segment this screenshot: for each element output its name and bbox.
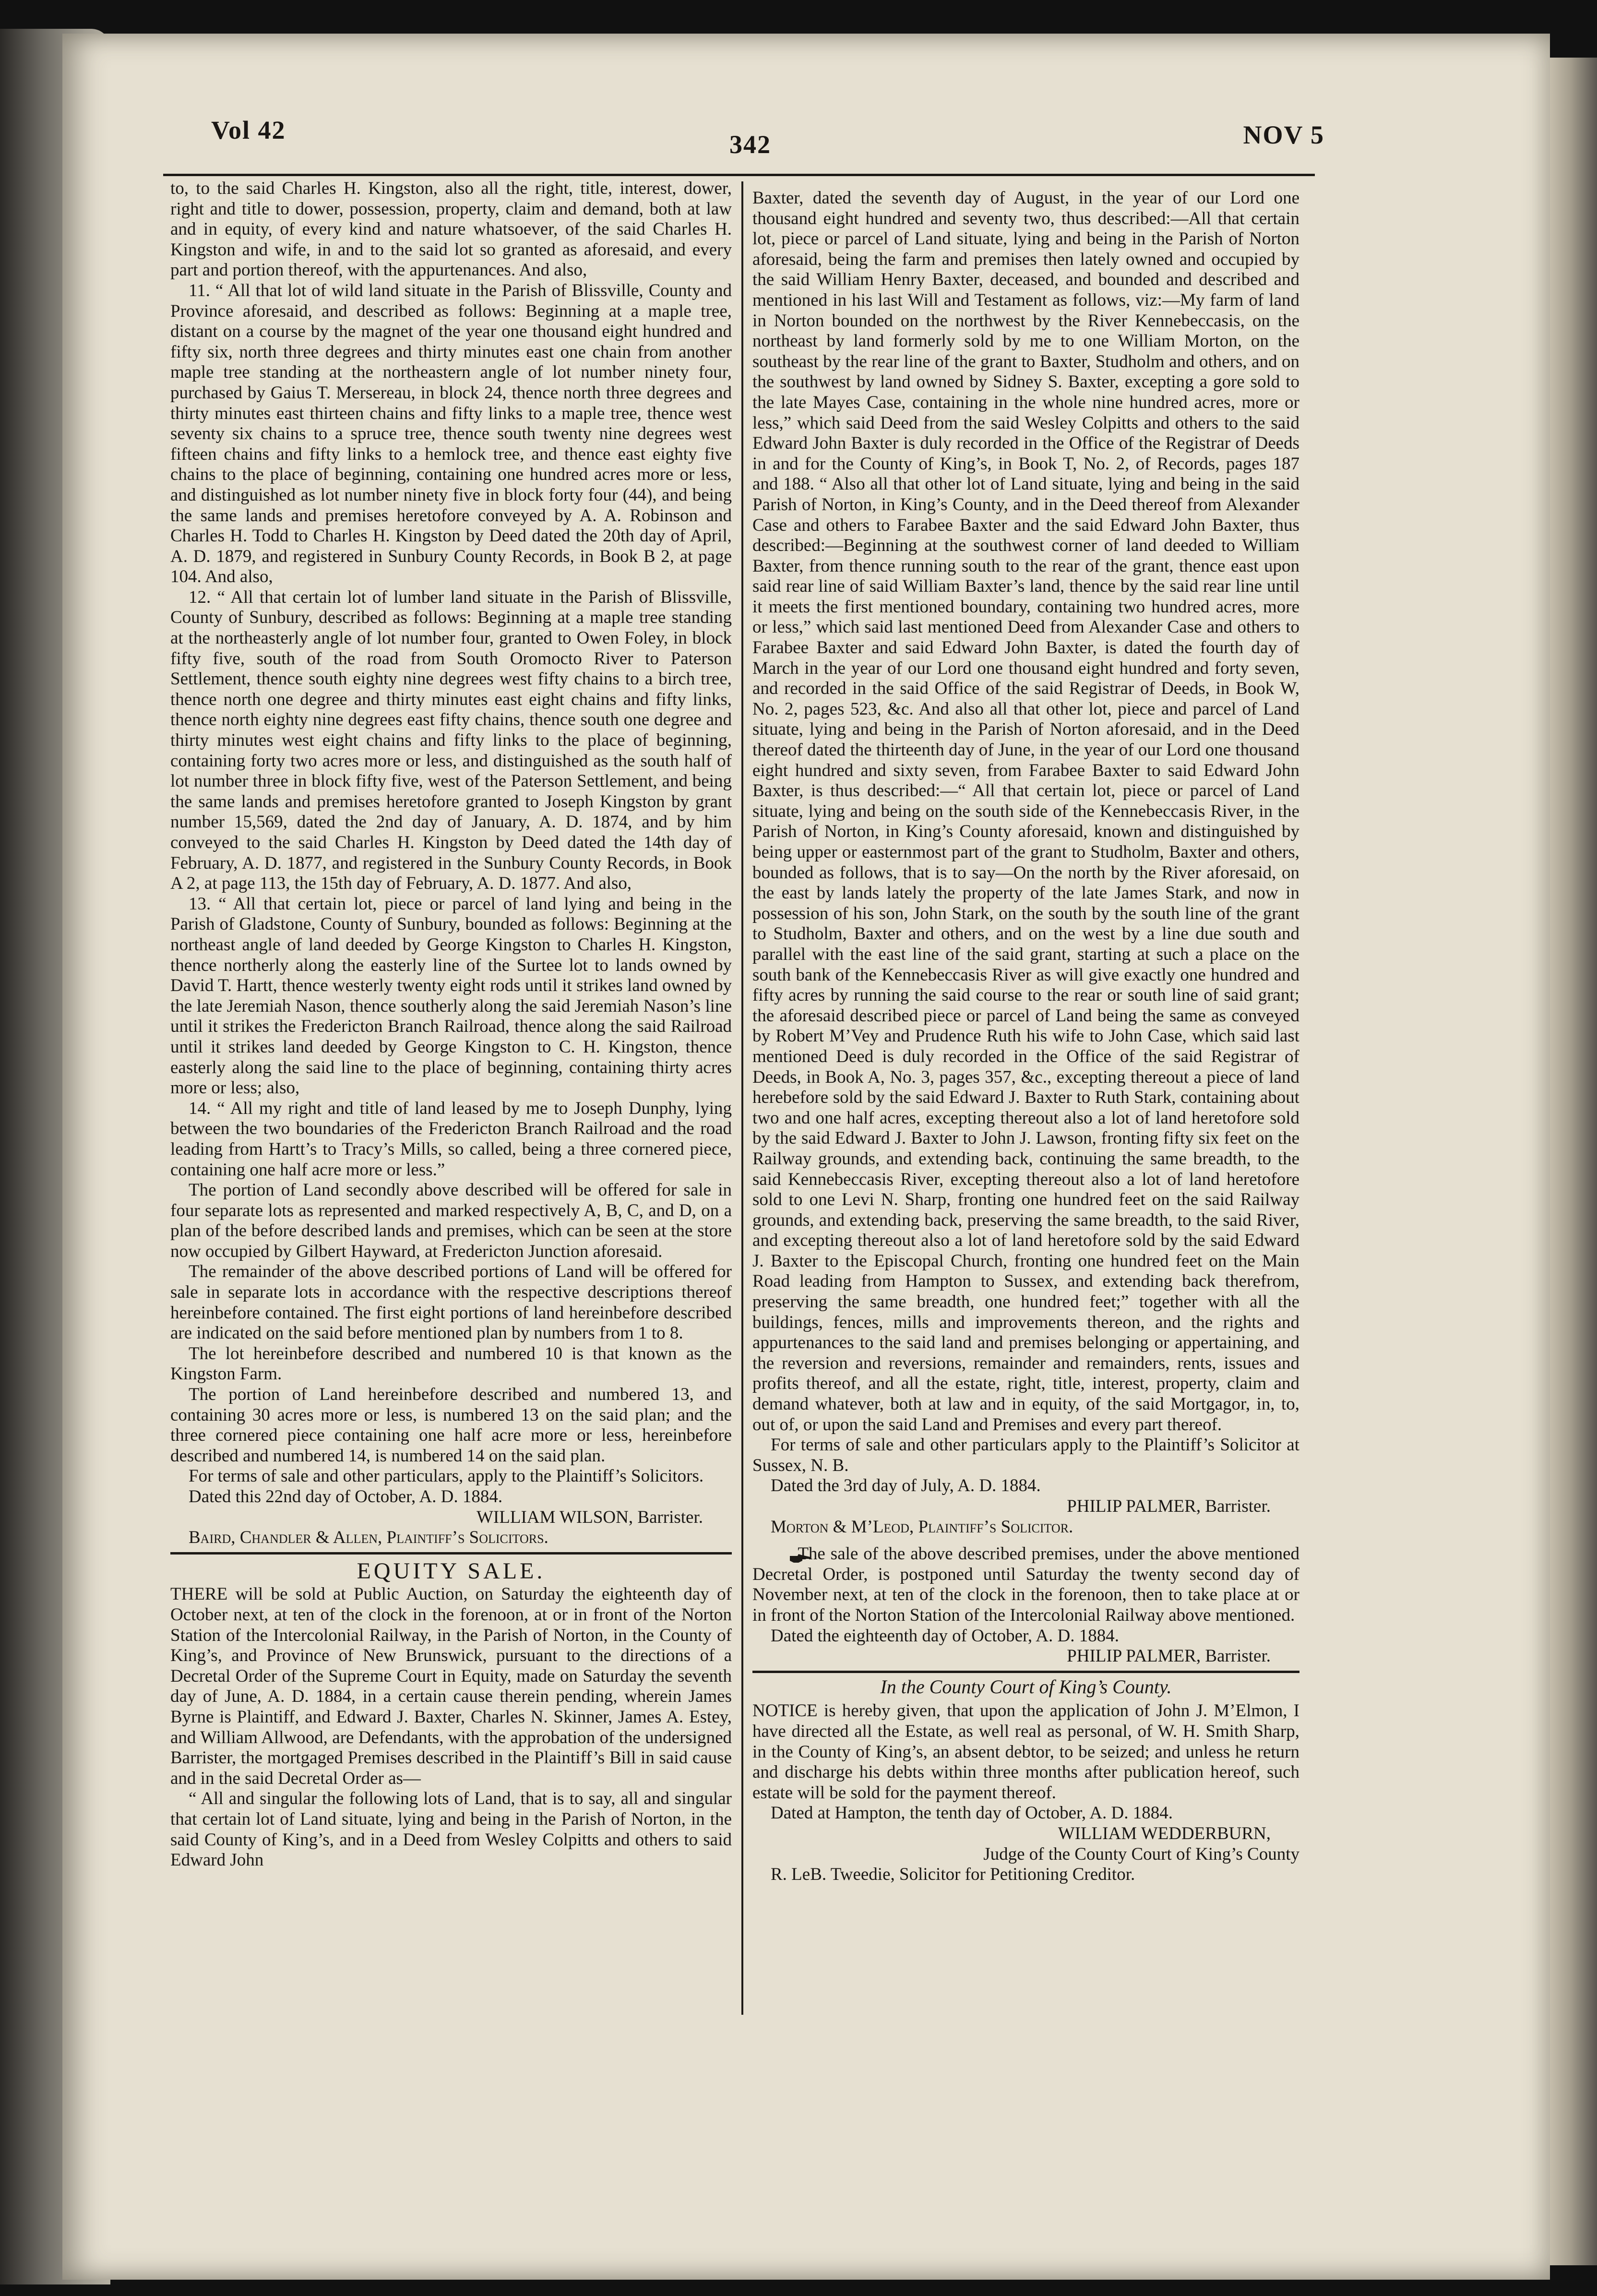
paragraph: Dated at Hampton, the tenth day of October, A. D. 1884. — [771, 1803, 1173, 1823]
paragraph: 11. “ All that lot of wild land situate in the Parish of Blissville, County and Province aforesaid, and described as follows: Beginning at a maple tree, distant on a course by the magnet of the year one thousand eight hundred and fifty six, north three degrees and thirty minutes east one chain from another maple tree standing at the northeastern angle of lot number ninety four, purchased by Gaius T. Mersereau, in block 24, thence north three degrees and thirty minutes east thirteen chains and fifty links to a maple tree, thence west seventy six chains to a spruce tree, thence south twenty nine degrees west fifteen chains and fifty links to a hemlock tree, and thence east eighty five chains to the place of beginning, containing one hundred acres more or less, and distinguished as lot number ninety five in block forty four (44), and being the same lands and premises heretofore conveyed by A. A. Robinson and Charles H. Todd to Charles H. Kingston by Deed dated the 20th day of April, A. D. 1879, and registered in Sunbury County Records, in Book B 2, at page 104. And also, — [170, 280, 732, 587]
signature: WILLIAM WILSON, Barrister. — [477, 1507, 703, 1527]
signature: PHILIP PALMER, Barrister. — [1067, 1646, 1271, 1666]
volume-label: Vol 42 — [211, 116, 286, 144]
paragraph: The remainder of the above described portions of Land will be offered for sale in separate lots in accordance with the respective descriptions thereof hereinbefore contained. The first eight portions of land hereinbefore described are indicated on the said before mentioned plan by numbers from 1 to 8. — [170, 1262, 732, 1343]
paragraph: For terms of sale and other particulars, apply to the Plaintiff’s Solicitors. — [189, 1466, 704, 1486]
paragraph: to, to the said Charles H. Kingston, also all the right, title, interest, dower, right and title to dower, possession, property, claim and demand, both at law and in equity, of every kind and nature whatsoever, of the said Charles H. Kingston and wife, in and to the said lot so granted as aforesaid, and every part and portion thereof, with the appurtenances. And also, — [170, 179, 732, 280]
paragraph: Dated this 22nd day of October, A. D. 1884. — [189, 1487, 503, 1507]
paragraph: Dated the 3rd day of July, A. D. 1884. — [771, 1476, 1041, 1496]
pointing-hand-icon — [771, 1549, 793, 1562]
paragraph: For terms of sale and other particulars apply to the Plaintiff’s Solicitor at Sussex, N. B. — [752, 1435, 1299, 1475]
signature: PHILIP PALMER, Barrister. — [1067, 1496, 1271, 1516]
paragraph: The lot hereinbefore described and numbered 10 is that known as the Kingston Farm. — [170, 1343, 732, 1384]
solicitors: Baird, Chandler & Allen, Plaintiff’s Solicitors. — [189, 1528, 548, 1548]
court-heading: In the County Court of King’s County. — [880, 1675, 1172, 1698]
page-number: 342 — [729, 130, 771, 159]
spacer — [752, 1537, 1299, 1544]
solicitor: Morton & M’Leod, Plaintiff’s Solicitor. — [771, 1517, 1073, 1537]
paragraph: 13. “ All that certain lot, piece or parcel of land lying and being in the Parish of Gladstone, County of Sunbury, bounded as follows: Beginning at the northeast angle of land deeded by George Kingston to Charles H. Kingston, thence northerly along the easterly line of the Surtee lot to lands owned by David T. Hartt, thence westerly twenty eight rods until it strikes land owned by the late Jeremiah Nason, thence southerly along the said Jeremiah Nason’s line until it strikes the Fredericton Branch Railroad, thence along the said Railroad until it strikes land deeded by George Kingston to C. H. Kingston, thence easterly along the said line to the place of beginning, containing thirty acres more or less; also, — [170, 894, 732, 1098]
column-divider — [741, 181, 743, 2015]
paragraph: Dated the eighteenth day of October, A. D. 1884. — [771, 1626, 1119, 1646]
judge-name: WILLIAM WEDDERBURN, — [1058, 1823, 1271, 1843]
judge-title: Judge of the County Court of King’s County — [983, 1844, 1299, 1864]
header-rule — [163, 174, 1315, 176]
left-column — [170, 179, 732, 1871]
section-rule — [752, 1671, 1299, 1673]
section-rule — [170, 1552, 732, 1555]
paragraph: NOTICE is hereby given, that upon the application of John J. M’Elmon, I have directed all the Estate, as well real as personal, of W. H. Smith Sharp, in the County of King’s, an absent debtor, to be seized; and unless he return and discharge his debts within three months after publication hereof, such estate will be sold for the payment thereof. — [752, 1701, 1299, 1803]
paragraph: “ All and singular the following lots of Land, that is to say, all and singular that certain lot of Land situate, lying and being in the Parish of Norton, in the said County of King’s, and in a Deed from Wesley Colpitts and others to said Edward John — [170, 1789, 732, 1870]
creditor-solicitor: R. LeB. Tweedie, Solicitor for Petitioning Creditor. — [771, 1865, 1135, 1885]
paragraph: 12. “ All that certain lot of lumber land situate in the Parish of Blissville, County of Sunbury, described as follows: Beginning at a maple tree standing at the northeasterly angle of lot number four, granted to Owen Foley, in block fifty five, south of the road from South Oromocto River to Paterson Settlement, thence south eighty nine degrees west fifty chains to a birch tree, thence north one degree and thirty minutes east eight chains and fifty links, thence north eighty nine degrees east fifty chains, thence south one degree and thirty minutes west eight chains and fifty links to the place of beginning, containing forty two acres more or less, and distinguished as the south half of lot number three in block fifty five, west of the Paterson Settlement, and being the same lands and premises heretofore granted to Joseph Kingston by grant number 15,569, dated the 2nd day of January, A. D. 1874, and by him conveyed to the said Charles H. Kingston by Deed dated the 14th day of February, A. D. 1877, and registered in the Sunbury County Records, in Book A 2, at page 113, the 15th day of February, A. D. 1877. And also, — [170, 587, 732, 894]
postponement-text: The sale of the above described premises, under the above mentioned Decretal Order, is postponed until Saturday the twenty second day of November next, at ten of the clock in the forenoon, then to take place at or in front of the Norton Station of the Intercolonial Railway above mentioned. — [752, 1544, 1299, 1625]
page-edges — [1544, 58, 1597, 2265]
equity-sale-heading: EQUITY SALE. — [357, 1558, 546, 1584]
paragraph: 14. “ All my right and title of land leased by me to Joseph Dunphy, lying between the two boundaries of the Fredericton Branch Railroad and the road leading from Hartt’s to Tracy’s Mills, so called, being a three cornered piece, containing one half acre more or less.” — [170, 1098, 732, 1180]
postponement-notice — [752, 1544, 1299, 1626]
paragraph: The portion of Land hereinbefore described and numbered 13, and containing 30 acres more or less, is numbered 13 on the said plan; and the three cornered piece containing one half acre more or less, hereinbefore described and numbered 14, is numbered 14 on the said plan. — [170, 1385, 732, 1466]
right-column — [752, 188, 1299, 1885]
paragraph: Baxter, dated the seventh day of August, in the year of our Lord one thousand eight hundred and seventy two, thus described:—All that certain lot, piece or parcel of Land situate, lying and being in the Parish of Norton aforesaid, being the farm and premises then lately owned and occupied by the said William Henry Baxter, deceased, and bounded and described and mentioned in his last Will and Testament as follows, viz:—My farm of land in Norton bounded on the northwest by the River Kennebeccasis, on the northeast by land formerly sold by me to one William Morton, on the southeast by the rear line of the grant to Baxter, Studholm and others, and on the southwest by land owned by Sidney S. Baxter, excepting a gore sold to the late Mayes Case, containing in the whole nine hundred acres, more or less,” which said Deed from the said Wesley Colpitts and others to the said Edward John Baxter is duly recorded in the Office of the Registrar of Deeds in and for the County of King’s, in Book T, No. 2, of Records, pages 187 and 188. “ Also all that other lot of Land situate, lying and being in the said Parish of Norton, in King’s County, and in the Deed thereof from Alexander Case and others to Farabee Baxter and the said Edward John Baxter, thus described:—Beginning at the southwest corner of land deeded to William Baxter, from thence running south to the rear of the grant, thence east upon said rear line of said William Baxter’s land, thence by the said rear line until it meets the first mentioned boundary, containing two hundred acres, more or less,” which said last mentioned Deed from Alexander Case and others to Farabee Baxter and said Edward John Baxter, is dated the fourth day of March in the year of our Lord one thousand eight hundred and forty seven, and recorded in the said Office of the said Registrar of Deeds, in Book W, No. 2, pages 523, &c. And also all that other lot, piece and parcel of Land situate, lying and being in the Parish of Norton aforesaid, and in the Deed thereof dated the thirteenth day of June, in the year of our Lord one thousand eight hundred and sixty seven, from Farabee Baxter to said Edward John Baxter, is thus described:—“ All that certain lot, piece or parcel of Land situate, lying and being on the south side of the Kennebeccasis River, in the Parish of Norton, in King’s County aforesaid, known and distinguished by being upper or easternmost part of the grant to Studholm, Baxter and others, bounded as follows, that is to say—On the north by the River aforesaid, on the east by lands lately the property of the late James Stark, and now in possession of his son, John Stark, on the south by the south line of the grant to Studholm, Baxter and others, and on the west by a line due south and parallel with the east line of the said grant, starting at such a place on the south bank of the Kennebeccasis River as will give exactly one hundred and fifty acres by running the said course to the rear or south line of said grant; the aforesaid described piece or parcel of Land being the same as conveyed by Robert M’Vey and Prudence Ruth his wife to John Case, which said last mentioned Deed is duly recorded in the Office of the said Registrar of Deeds, in Book A, No. 3, pages 357, &c., excepting thereout a piece of land herebefore sold by the said Edward J. Baxter to Ruth Stark, containing about two and one half acres, excepting thereout also a lot of land heretofore sold by the said Edward J. Baxter to John J. Lawson, fronting fifty six feet on the Railway grounds, and extending back, continuing the same breadth, to the said Kennebeccasis River, excepting thereout also a lot of land heretofore sold to one Levi N. Sharp, fronting one hundred feet on the said Railway grounds, and extending back, preserving the same breadth, to the said River, and excepting thereout also a lot of land heretofore sold by the said Edward J. Baxter to the Episcopal Church, fronting one hundred feet on the Main Road leading from Hampton to Sussex, and extending back therefrom, preserving the same breadth, one hundred feet;” together with all the buildings, fences, mills and improvements thereon, and the rights and appurtenances to the said land and premises belonging or appertaining, and the reversion and reversions, remainder and remainders, rents, issues and profits thereof, and all the estate, right, title, interest, property, claim and demand whatever, both at law and in equity, of the said Mortgagor, in, to, out of, or upon the said Land and Premises and every part thereof. — [752, 188, 1299, 1435]
page-header — [144, 115, 1329, 173]
paragraph: THERE will be sold at Public Auction, on Saturday the eighteenth day of October next, at ten of the clock in the forenoon, at or in front of the Norton Station of the Intercolonial Railway, in the Parish of Norton, in the County of King’s, and Province of New Brunswick, pursuant to the directions of a Decretal Order of the Supreme Court in Equity, made on Saturday the seventh day of June, A. D. 1884, in a certain cause therein pending, wherein James Byrne is Plaintiff, and Edward J. Baxter, Charles N. Skinner, James A. Estey, and William Allwood, are Defendants, with the approbation of the undersigned Barrister, the mortgaged Premises described in the Plaintiff’s Bill in said cause and in the said Decretal Order as— — [170, 1584, 732, 1788]
paragraph: The portion of Land secondly above described will be offered for sale in four separate lots as represented and marked respectively A, B, C, and D, on a plan of the before described lands and premises, which can be seen at the store now occupied by Gilbert Hayward, at Fredericton Junction aforesaid. — [170, 1180, 732, 1261]
issue-date: NOV 5 — [1243, 120, 1324, 149]
